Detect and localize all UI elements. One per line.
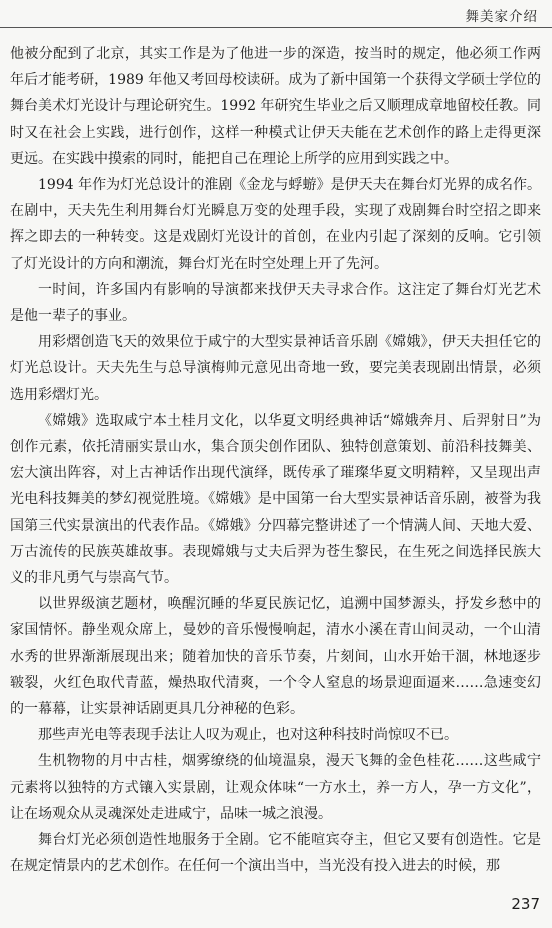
paragraph-4: 用彩熠创造飞天的效果位于咸宁的大型实景神话音乐剧《嫦娥》，伊天夫担任它的灯光总设计。天夫先生与总导演梅帅元意见出奇地一致，要完美表现剧出情景，必须选用彩熠灯光。	[10, 334, 541, 403]
paragraph-6: 以世界级演艺题材，唤醒沉睡的华夏民族记忆，追溯中国梦源头，抒发乡愁中的家国情怀。静坐观众席上，曼妙的音乐慢慢响起，清水小溪在青山间灵动，一个山清水秀的世界渐渐展现出来；随着加快的音乐节奏，片刻间，山水开始干涸，林地逐步皲裂，火红色取代青蓝，燥热取代清爽，一个令人窒息的场景迎面逼来……急速变幻的一幕幕，让实景神话剧更具几分神秘的色彩。	[10, 596, 541, 718]
paragraph-2: 1994 年作为灯光总设计的淮剧《金龙与蜉蝣》是伊天夫在舞台灯光界的成名作。在剧中，天夫先生利用舞台灯光瞬息万变的处理手段，实现了戏剧舞台时空招之即来挥之即去的一种转变。这是戏剧灯光设计的首创，在业内引起了深刻的反响。它引领了灯光设计的方向和潮流，舞台灯光在时空处理上开了先河。	[10, 177, 541, 272]
paragraph-8: 生机物物的月中古桂，烟雾缭绕的仙境温泉，漫天飞舞的金色桂花……这些咸宁元素将以独特的方式镶入实景剧，让观众体味“一方水土，养一方人，孕一方文化”，让在场观众从灵魂深处走进咸宁，品味一城之浪漫。	[10, 753, 541, 822]
paragraph-5: 《嫦娥》选取咸宁本土桂月文化，以华夏文明经典神话“嫦娥奔月、后羿射日”为创作元素，依托清丽实景山水，集合顶尖创作团队、独特创意策划、前沿科技舞美、宏大演出阵容，对上古神话作出现代演绎，既传承了璀璨华夏文明精粹，又呈现出声光电科技舞美的梦幻视觉胜境。《嫦娥》是中国第一台大型实景神话音乐剧，被誉为我国第三代实景演出的代表作品。《嫦娥》分四幕完整讲述了一个情满人间、天地大爱、万古流传的民族英雄故事。表现嫦娥与丈夫后羿为苍生黎民，在生死之间选择民族大义的非凡勇气与崇高气节。	[10, 412, 541, 587]
paragraph-7: 那些声光电等表现手法让人叹为观止，也对这种科技时尚惊叹不已。	[38, 727, 458, 744]
running-header	[0, 0, 552, 28]
paragraph-9: 舞台灯光必须创造性地服务于全剧。它不能喧宾夺主，但它又要有创造性。它是在规定情景内的艺术创作。在任何一个演出当中，当光没有投入进去的时候，那	[10, 832, 541, 875]
page-number: 237	[511, 895, 540, 913]
paragraph-3: 一时间，许多国内有影响的导演都来找伊天夫寻求合作。这注定了舞台灯光艺术是他一辈子的事业。	[10, 281, 541, 325]
header-rule	[0, 27, 552, 28]
paragraph-1: 他被分配到了北京，其实工作是为了他进一步的深造，按当时的规定，他必须工作两年后才能考研，1989 年他又考回母校读研。成为了新中国第一个获得文学硕士学位的舞台美术灯光设计与理论研究生。1992 年研究生毕业之后又顺理成章地留校任教。同时又在社会上实践，进行创作，这样一种模式让伊天夫能在艺术创作的路上走得更深更远。在实践中摸索的同时，能把自己在理论上所学的应用到实践之中。	[10, 46, 541, 167]
body-text	[10, 41, 541, 880]
chapter-title: 舞美家介绍	[465, 9, 538, 25]
